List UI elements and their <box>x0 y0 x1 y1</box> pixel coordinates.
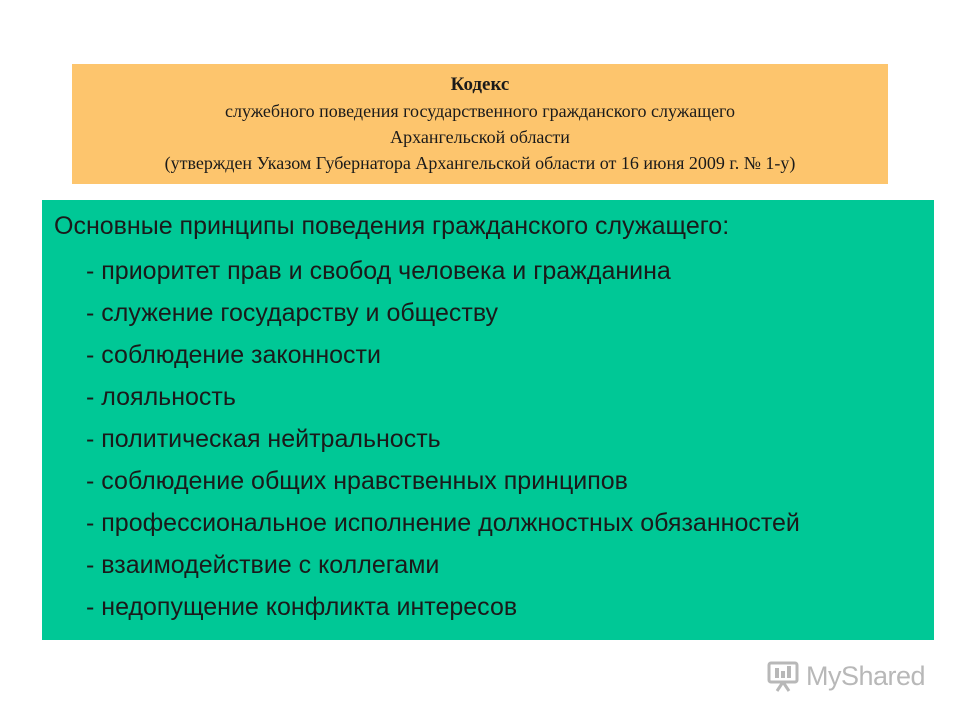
principle-item: - лояльность <box>86 383 236 411</box>
code-title: Кодекс <box>450 74 510 95</box>
principle-item: - соблюдение законности <box>86 341 381 369</box>
principle-item: - соблюдение общих нравственных принципов <box>86 467 628 495</box>
watermark-text: MyShared <box>806 660 926 691</box>
myshared-watermark <box>766 656 925 696</box>
principles-list <box>54 250 924 628</box>
principles-box <box>42 200 934 640</box>
principle-item: - профессиональное исполнение должностных обязанностей <box>86 509 800 537</box>
code-subtitle-line-1: служебного поведения государственного гражданского служащего <box>225 101 735 121</box>
principle-item: - недопущение конфликта интересов <box>86 593 518 621</box>
presentation-board-icon <box>766 659 800 693</box>
principles-heading: Основные принципы поведения гражданского служащего: <box>54 212 730 240</box>
code-approval-note: (утвержден Указом Губернатора Архангельской области от 16 июня 2009 г. № 1-у) <box>164 153 796 173</box>
principle-item: - приоритет прав и свобод человека и гражданина <box>86 257 671 285</box>
principle-item: - политическая нейтральность <box>86 425 441 453</box>
code-title-box <box>72 64 888 184</box>
code-subtitle-line-2: Архангельской области <box>390 127 570 147</box>
principle-item: - служение государству и обществу <box>86 299 499 327</box>
principle-item: - взаимодействие с коллегами <box>86 551 440 579</box>
